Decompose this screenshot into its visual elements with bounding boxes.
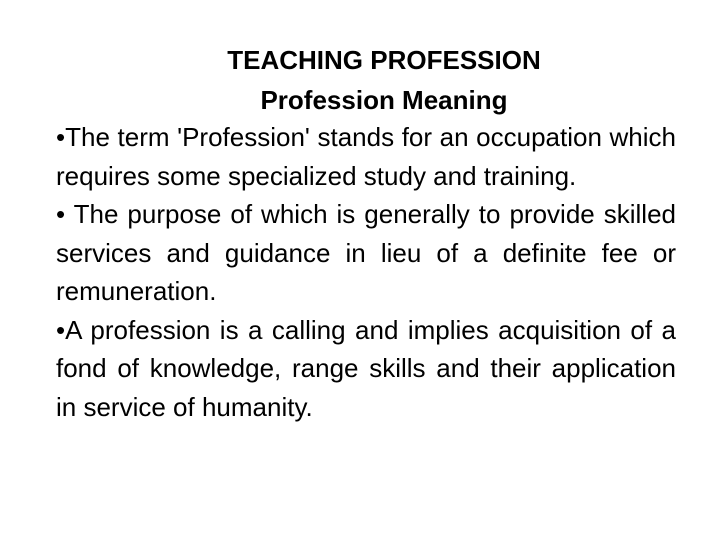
slide-body [56, 118, 676, 426]
slide-title: TEACHING PROFESSION [227, 45, 541, 75]
bullet-paragraph-1: •The term 'Profession' stands for an occupation which requires some specialized study and training. [56, 122, 676, 191]
slide-subtitle: Profession Meaning [260, 85, 508, 115]
bullet-paragraph-3: •A profession is a calling and implies acquisition of a fond of knowledge, range skills and their application in service of humanity. [56, 314, 676, 422]
bullet-paragraph-2: • The purpose of which is generally to provide skilled services and guidance in lieu of a definite fee or remuneration. [56, 199, 676, 306]
